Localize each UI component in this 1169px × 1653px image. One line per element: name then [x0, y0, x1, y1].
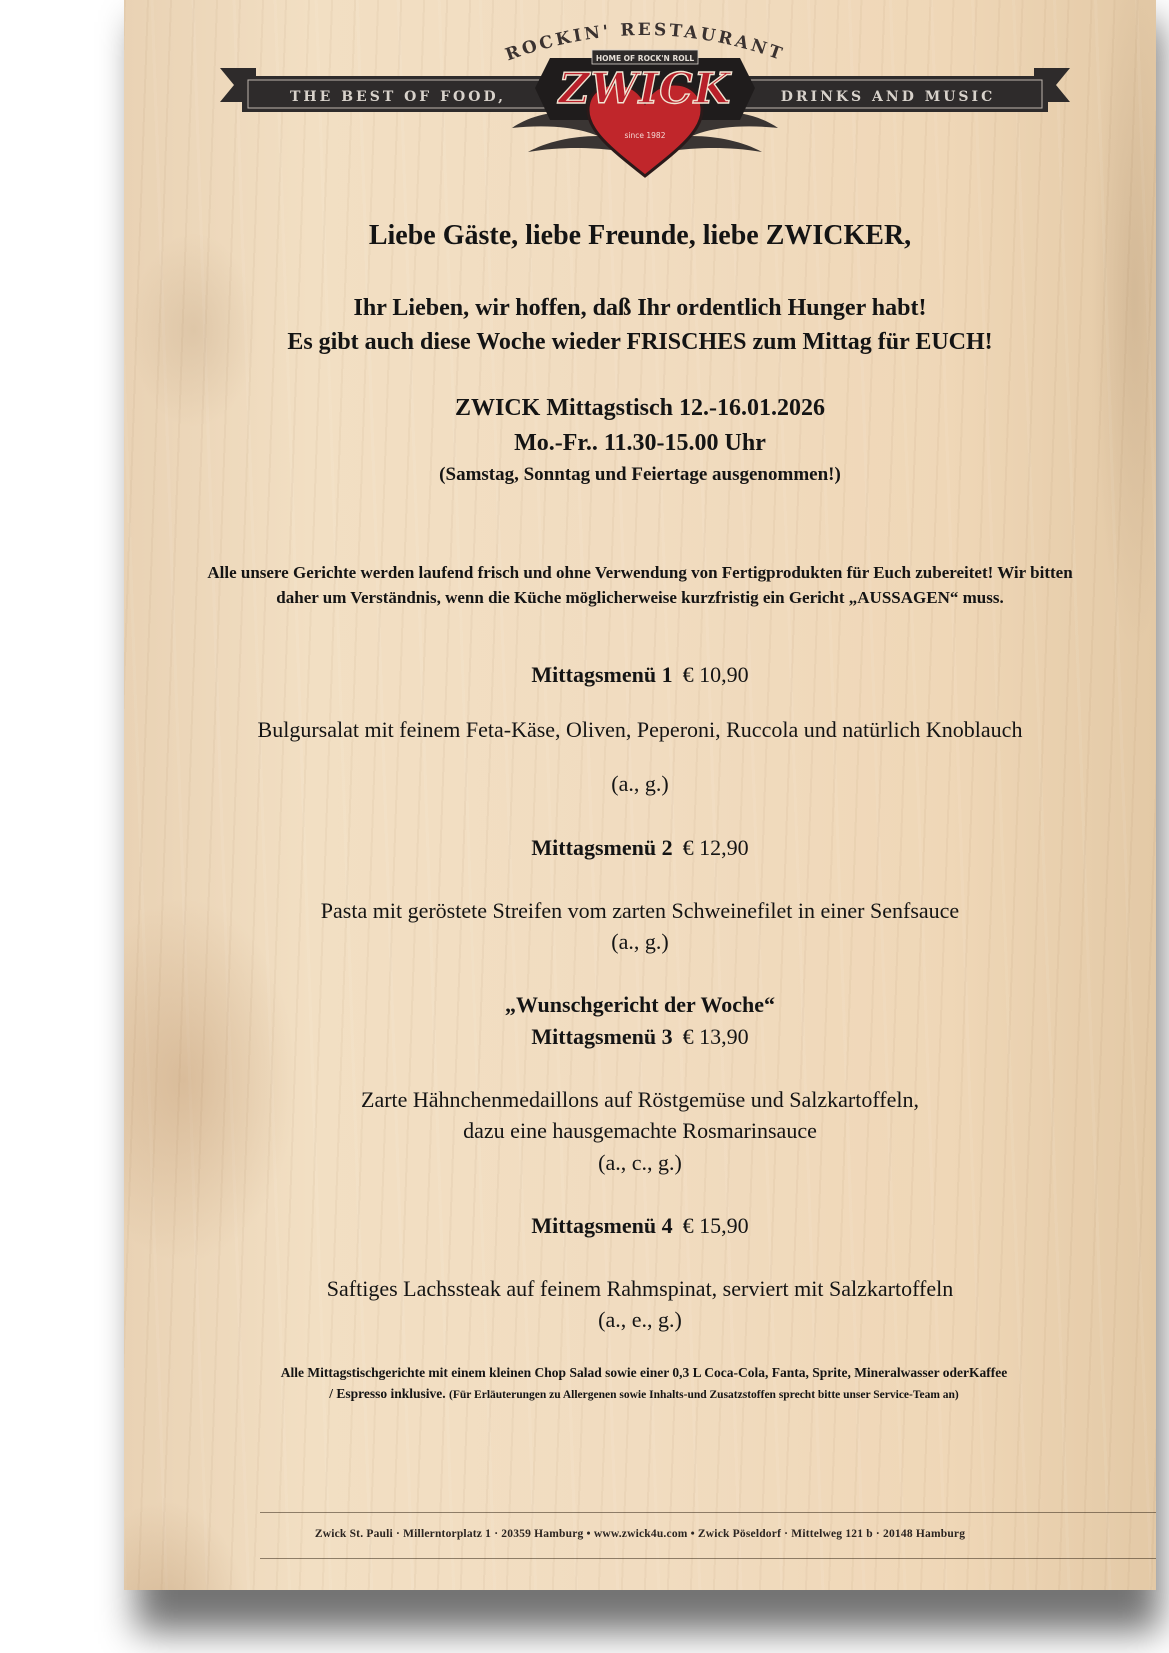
- menu-2-allergens: (a., g.): [611, 929, 669, 954]
- footnote-line-1: Alle Mittagstischgerichte mit einem kleinen Chop Salad sowie einer 0,3 L Coca-Cola, Fanta, Sprite, Mineralwasser oderKaffee: [280, 1365, 1008, 1380]
- greeting: Liebe Gäste, liebe Freunde, liebe ZWICKER,: [368, 220, 912, 251]
- inclusive-footnote: [174, 1362, 1114, 1406]
- menu-4-price: € 15,90: [682, 1213, 749, 1238]
- opening-hours: Mo.-Fr.. 11.30-15.00 Uhr: [514, 430, 766, 456]
- menu-2-label: Mittagsmenü 2: [531, 835, 673, 860]
- menu-1-dish: Bulgursalat mit feinem Feta-Käse, Oliven, Peperoni, Ruccola und natürlich Knoblauch: [257, 717, 1023, 742]
- menu-3-label: Mittagsmenü 3: [531, 1024, 673, 1049]
- menu-3-dish-line-2: dazu eine hausgemachte Rosmarinsauce: [463, 1118, 817, 1143]
- banner-right-text: DRINKS AND MUSIC: [780, 89, 996, 105]
- menu-3-dish-line-1: Zarte Hähnchenmedaillons auf Röstgemüse und Salzkartoffeln,: [361, 1087, 919, 1112]
- footnote-line-2: [174, 1383, 1114, 1406]
- menu-4-label: Mittagsmenü 4: [531, 1213, 673, 1238]
- menu-4-dish: Saftiges Lachssteak auf feinem Rahmspinat, serviert mit Salzkartoffeln: [326, 1276, 954, 1301]
- menu-4-heading: [124, 1213, 1156, 1239]
- menu-3-heading: [124, 1024, 1156, 1050]
- menu-1-price: € 10,90: [682, 662, 749, 687]
- since-label: since 1982: [624, 131, 666, 140]
- menu-2-heading: [124, 835, 1156, 861]
- wish-dish-tag: „Wunschgericht der Woche“: [504, 992, 776, 1017]
- zwick-logo: [220, 10, 1070, 180]
- menu-3-allergens: (a., c., g.): [598, 1150, 682, 1175]
- intro-line-2: Es gibt auch diese Woche wieder FRISCHES zum Mittag für EUCH!: [287, 329, 993, 355]
- menu-1-allergens: (a., g.): [611, 771, 669, 796]
- rockin-restaurant-arc: ROCKIN' RESTAURANT: [502, 19, 788, 66]
- intro-line-1: Ihr Lieben, wir hoffen, daß Ihr ordentlich Hunger habt!: [353, 295, 927, 321]
- menu-2-dish: Pasta mit geröstete Streifen vom zarten Schweinefilet in einer Senfsauce: [320, 898, 960, 923]
- menu-sheet: [124, 0, 1156, 1590]
- home-of-rock-label: HOME OF ROCK'N ROLL: [595, 54, 695, 63]
- menu-1-label: Mittagsmenü 1: [531, 662, 673, 687]
- footnote-line-2-main: / Espresso inklusive.: [329, 1386, 446, 1401]
- menu-4-allergens: (a., e., g.): [598, 1307, 682, 1332]
- menu-2-price: € 12,90: [682, 835, 749, 860]
- week-title: ZWICK Mittagstisch 12.-16.01.2026: [455, 395, 825, 421]
- closed-note: (Samstag, Sonntag und Feiertage ausgenommen!): [439, 464, 841, 485]
- freshness-notice: Alle unsere Gerichte werden laufend frisch und ohne Verwendung von Fertigprodukten für Euch zubereitet! Wir bitten daher um Verständnis, wenn die Küche möglicherweise kurzfristig ein Gericht „AUSSAGEN“ muss.: [207, 563, 1073, 607]
- banner-left-text: THE BEST OF FOOD,: [290, 89, 506, 105]
- footnote-allergen-hint: (Für Erläuterungen zu Allergenen sowie Inhalts-und Zusatzstoffen sprecht bitte unser Service-Team an): [449, 1389, 959, 1401]
- menu-1-heading: [124, 662, 1156, 688]
- footer-rule-bottom: [260, 1558, 1156, 1559]
- menu-3-price: € 13,90: [682, 1024, 749, 1049]
- address-line: Zwick St. Pauli · Millerntorplatz 1 · 20359 Hamburg • www.zwick4u.com • Zwick Pöseldorf · Mittelweg 121 b · 20148 Hamburg: [314, 1528, 966, 1540]
- footer-rule-top: [260, 1512, 1156, 1513]
- zwick-brand: ZWICK: [558, 64, 732, 113]
